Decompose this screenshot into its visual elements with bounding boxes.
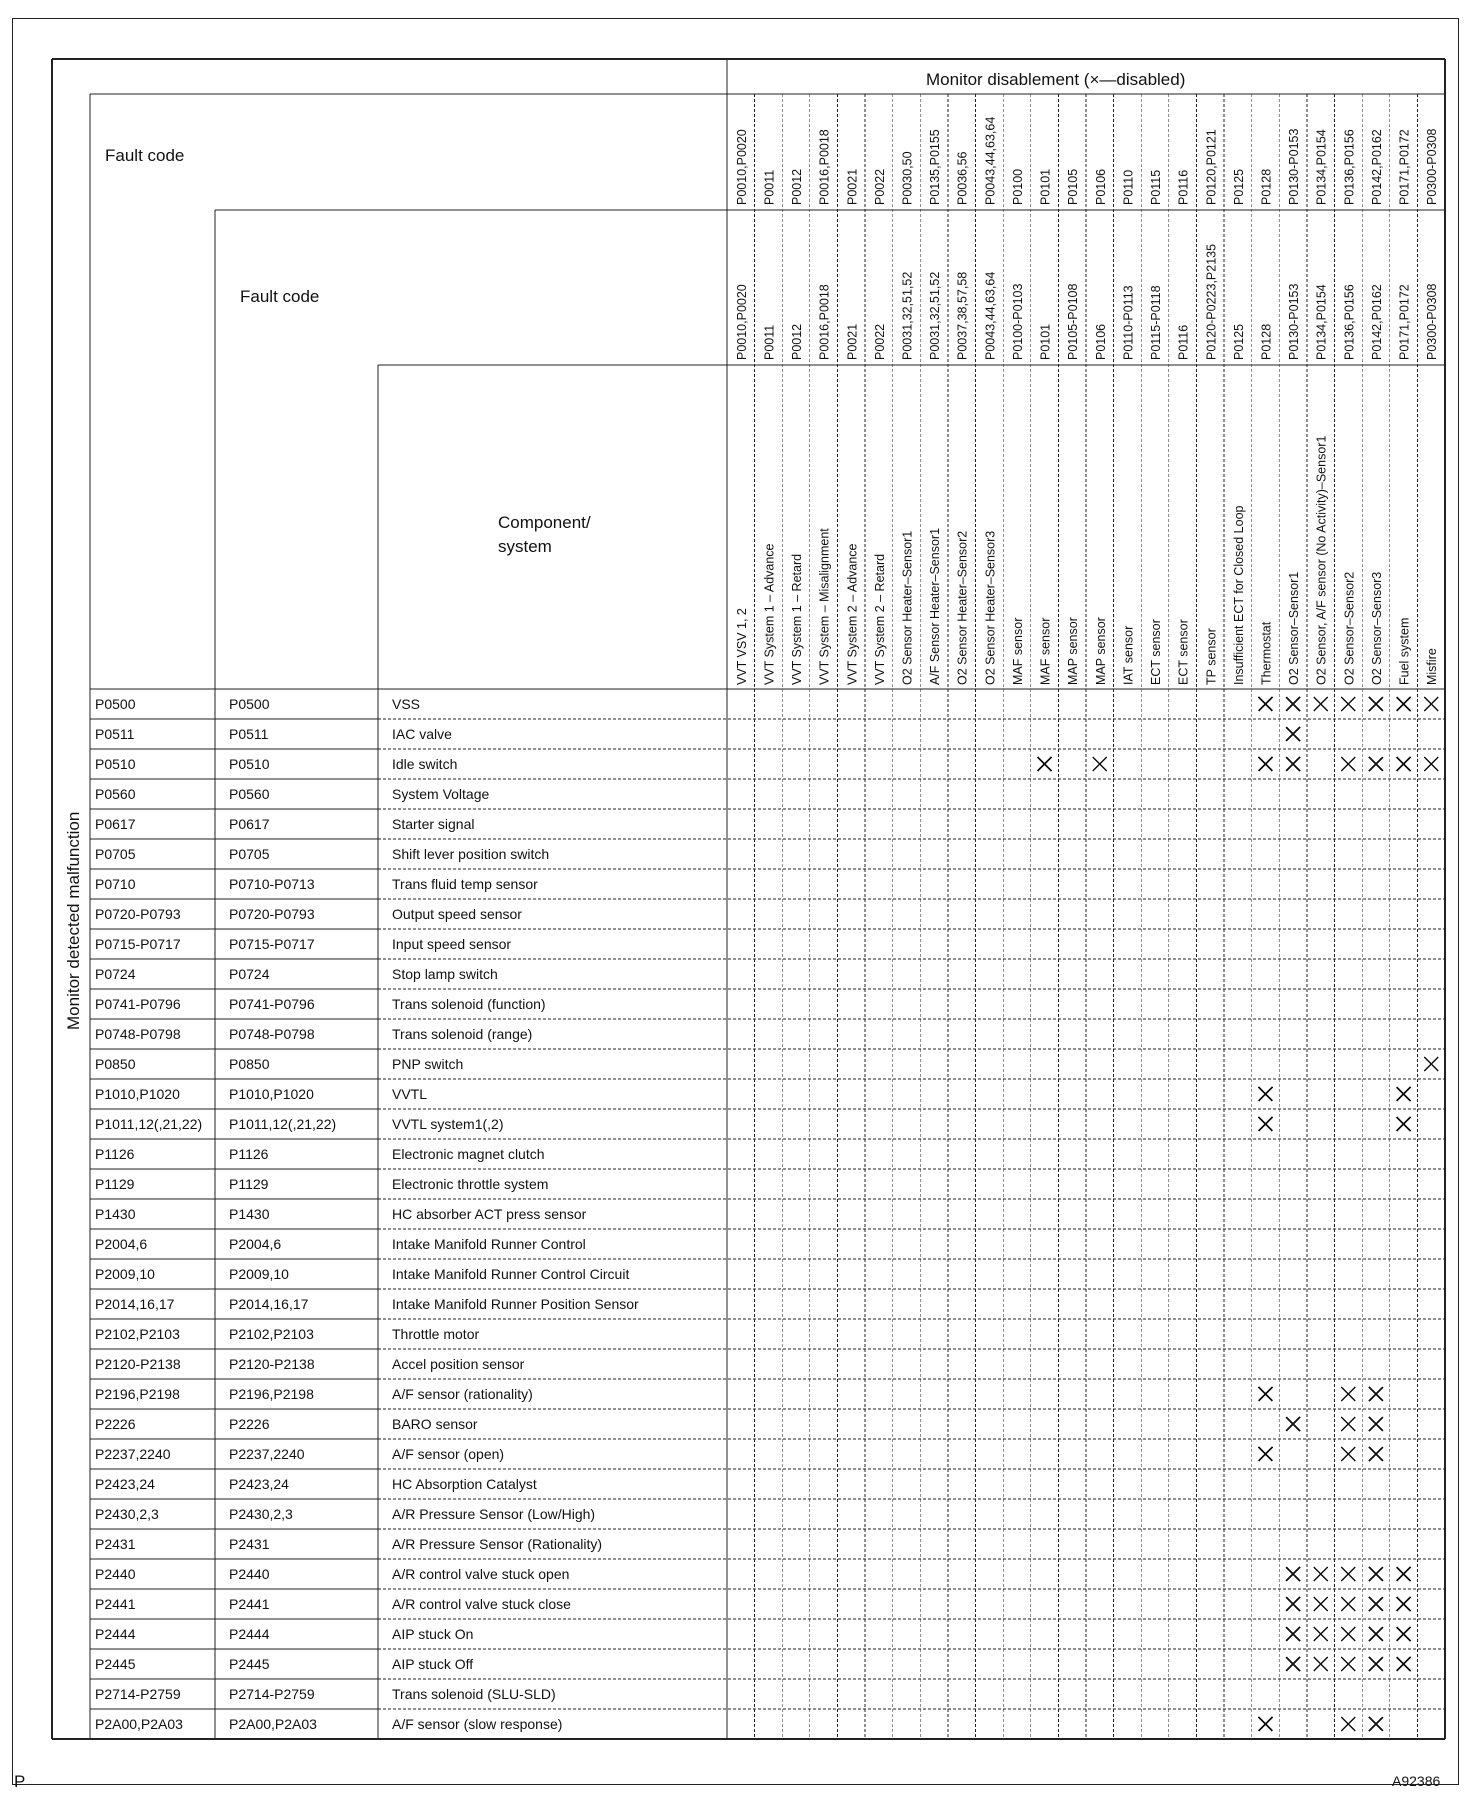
row-component: A/F sensor (rationality) — [392, 1386, 533, 1402]
monitor-disablement-title: Monitor disablement (×—disabled) — [926, 70, 1186, 89]
column-code-1: P0021 — [845, 168, 860, 205]
row-fault-code: P0560 — [95, 786, 136, 802]
column-code-2: P0101 — [1038, 323, 1053, 360]
column-component: MAF sensor — [1038, 617, 1053, 685]
row-component: Accel position sensor — [392, 1356, 525, 1372]
column-code-1: P0012 — [790, 168, 805, 205]
disabled-mark — [1259, 1447, 1273, 1461]
component-header-line-1: Component/ — [498, 513, 591, 532]
row-fault-code-2: P2440 — [229, 1566, 270, 1582]
row-fault-code: P0617 — [95, 816, 136, 832]
disabled-mark — [1397, 1117, 1411, 1131]
row-component: IAC valve — [392, 726, 452, 742]
disabled-mark — [1093, 757, 1107, 771]
row-fault-code: P0510 — [95, 756, 136, 772]
disabled-mark — [1341, 1387, 1355, 1401]
row-component: Output speed sensor — [392, 906, 522, 922]
row-component: AIP stuck On — [392, 1626, 474, 1642]
row-component: Electronic throttle system — [392, 1176, 549, 1192]
disabled-mark — [1286, 1417, 1300, 1431]
column-code-2: P0134,P0154 — [1314, 284, 1329, 360]
row-fault-code: P0511 — [95, 726, 135, 742]
column-code-2: P0136,P0156 — [1342, 284, 1357, 360]
row-fault-code-2: P0511 — [229, 726, 269, 742]
column-code-2: P0120-P0223,P2135 — [1204, 243, 1219, 360]
column-code-2: P0010,P0020 — [734, 284, 749, 360]
disabled-mark — [1259, 697, 1273, 711]
column-code-1: P0120,P0121 — [1204, 129, 1219, 205]
column-code-1: P0134,P0154 — [1314, 129, 1329, 205]
row-component: Throttle motor — [392, 1326, 480, 1342]
row-fault-code: P1126 — [95, 1146, 135, 1162]
row-fault-code: P2444 — [95, 1626, 136, 1642]
column-component: MAP sensor — [1093, 617, 1108, 685]
row-component: HC Absorption Catalyst — [392, 1476, 537, 1492]
disabled-mark — [1397, 1597, 1411, 1611]
disabled-mark — [1314, 1657, 1328, 1671]
row-fault-code-2: P2226 — [229, 1416, 270, 1432]
row-component: Starter signal — [392, 816, 475, 832]
row-fault-code-2: P0617 — [229, 816, 270, 832]
row-fault-code-2: P0715-P0717 — [229, 936, 315, 952]
column-component: Insufficient ECT for Closed Loop — [1231, 505, 1246, 685]
row-fault-code-2: P0724 — [229, 966, 270, 982]
column-code-2: P0106 — [1093, 323, 1108, 360]
footer-left-letter: P — [14, 1772, 26, 1791]
row-component: BARO sensor — [392, 1416, 478, 1432]
disabled-mark — [1397, 1627, 1411, 1641]
disabled-mark — [1286, 1657, 1300, 1671]
column-component: Thermostat — [1259, 621, 1274, 685]
column-code-2: P0022 — [872, 323, 887, 360]
row-component: AIP stuck Off — [392, 1656, 474, 1672]
column-code-2: P0115-P0118 — [1149, 285, 1164, 360]
disabled-mark — [1341, 757, 1355, 771]
column-component: MAP sensor — [1066, 617, 1081, 685]
row-fault-code-2: P2237,2240 — [229, 1446, 305, 1462]
row-component: Intake Manifold Runner Position Sensor — [392, 1296, 639, 1312]
disabled-mark — [1341, 1717, 1355, 1731]
disabled-mark — [1424, 1057, 1438, 1071]
row-component: System Voltage — [392, 786, 490, 802]
disabled-mark — [1286, 1567, 1300, 1581]
row-fault-code: P1010,P1020 — [95, 1086, 180, 1102]
disabled-mark — [1341, 697, 1355, 711]
column-code-2: P0012 — [790, 323, 805, 360]
column-code-2: P0300-P0308 — [1425, 283, 1440, 360]
disabled-mark — [1369, 697, 1383, 711]
disabled-mark — [1259, 757, 1273, 771]
row-fault-code: P2430,2,3 — [95, 1506, 159, 1522]
row-fault-code-2: P2423,24 — [229, 1476, 289, 1492]
figure-id: A92386 — [1392, 1773, 1441, 1789]
column-code-2: P0016,P0018 — [817, 284, 832, 360]
row-component: HC absorber ACT press sensor — [392, 1206, 587, 1222]
row-fault-code: P2014,16,17 — [95, 1296, 175, 1312]
row-fault-code: P1129 — [95, 1176, 135, 1192]
disabled-mark — [1314, 1567, 1328, 1581]
disabled-mark — [1397, 1567, 1411, 1581]
column-component: O2 Sensor Heater–Sensor1 — [900, 530, 915, 685]
row-fault-code-2: P2009,10 — [229, 1266, 289, 1282]
column-code-1: P0135,P0155 — [928, 129, 943, 205]
row-fault-code: P0705 — [95, 846, 136, 862]
row-fault-code: P2440 — [95, 1566, 136, 1582]
column-component: ECT sensor — [1149, 619, 1164, 685]
column-code-1: P0105 — [1066, 168, 1081, 205]
column-code-2: P0125 — [1231, 323, 1246, 360]
row-component: Input speed sensor — [392, 936, 512, 952]
column-component: O2 Sensor, A/F sensor (No Activity)–Sensor1 — [1314, 435, 1329, 685]
column-code-2: P0037,38,57,58 — [955, 271, 970, 360]
column-code-1: P0142,P0162 — [1369, 129, 1384, 205]
column-code-1: P0101 — [1038, 168, 1053, 205]
row-component: A/F sensor (slow response) — [392, 1716, 563, 1732]
disabled-mark — [1397, 1657, 1411, 1671]
column-code-2: P0011 — [762, 324, 777, 360]
disabled-mark — [1286, 697, 1300, 711]
column-code-2: P0171,P0172 — [1397, 284, 1412, 360]
row-fault-code-2: P2445 — [229, 1656, 270, 1672]
row-component: Shift lever position switch — [392, 846, 550, 862]
row-component: VVTL — [392, 1086, 428, 1102]
row-fault-code: P2445 — [95, 1656, 136, 1672]
disabled-mark — [1369, 1387, 1383, 1401]
disabled-mark — [1369, 1657, 1383, 1671]
column-code-2: P0100-P0103 — [1010, 283, 1025, 360]
row-fault-code-2: P0560 — [229, 786, 270, 802]
disabled-mark — [1369, 1567, 1383, 1581]
row-fault-code: P2102,P2103 — [95, 1326, 180, 1342]
column-component: VVT VSV 1, 2 — [734, 608, 749, 685]
disabled-mark — [1341, 1417, 1355, 1431]
row-fault-code-2: P2196,P2198 — [229, 1386, 314, 1402]
row-fault-code-2: P0850 — [229, 1056, 270, 1072]
row-fault-code: P2009,10 — [95, 1266, 155, 1282]
column-component: O2 Sensor–Sensor1 — [1287, 571, 1302, 685]
row-component: Trans solenoid (function) — [392, 996, 546, 1012]
disabled-mark — [1259, 1387, 1273, 1401]
row-fault-code-2: P1129 — [229, 1176, 269, 1192]
row-fault-code-2: P1126 — [229, 1146, 269, 1162]
column-code-1: P0171,P0172 — [1397, 129, 1412, 205]
disabled-mark — [1424, 757, 1438, 771]
row-fault-code-2: P2430,2,3 — [229, 1506, 293, 1522]
row-fault-code: P2441 — [95, 1596, 136, 1612]
column-code-2: P0021 — [845, 323, 860, 360]
row-component: Trans fluid temp sensor — [392, 876, 538, 892]
column-code-1: P0106 — [1093, 168, 1108, 205]
row-fault-code: P0715-P0717 — [95, 936, 181, 952]
column-code-1: P0136,P0156 — [1342, 129, 1357, 205]
column-component: TP sensor — [1204, 628, 1219, 685]
row-component: Trans solenoid (range) — [392, 1026, 533, 1042]
column-code-1: P0016,P0018 — [817, 129, 832, 205]
row-fault-code-2: P0510 — [229, 756, 270, 772]
row-fault-code: P2237,2240 — [95, 1446, 171, 1462]
disabled-mark — [1369, 1627, 1383, 1641]
column-code-1: P0100 — [1010, 168, 1025, 205]
row-fault-code-2: P0710-P0713 — [229, 876, 315, 892]
disabled-mark — [1314, 697, 1328, 711]
column-component: VVT System – Misalignment — [817, 528, 832, 685]
row-fault-code: P1011,12(,21,22) — [95, 1116, 203, 1132]
column-component: IAT sensor — [1121, 625, 1136, 685]
column-component: VVT System 2 – Advance — [845, 543, 860, 685]
column-code-2: P0043,44,63,64 — [983, 271, 998, 360]
disabled-mark — [1286, 1627, 1300, 1641]
row-fault-code-2: P2102,P2103 — [229, 1326, 314, 1342]
disabled-mark — [1286, 727, 1300, 741]
row-fault-code: P1430 — [95, 1206, 136, 1222]
disabled-mark — [1369, 1417, 1383, 1431]
row-fault-code-2: P2014,16,17 — [229, 1296, 309, 1312]
side-label-monitor-detected-malfunction: Monitor detected malfunction — [64, 811, 83, 1030]
row-fault-code-2: P2431 — [229, 1536, 270, 1552]
disabled-mark — [1259, 1117, 1273, 1131]
disabled-mark — [1341, 1657, 1355, 1671]
row-fault-code-2: P0748-P0798 — [229, 1026, 315, 1042]
row-component: A/R control valve stuck open — [392, 1566, 570, 1582]
column-code-2: P0031,32,51,52 — [928, 271, 943, 360]
row-component: PNP switch — [392, 1056, 464, 1072]
row-fault-code-2: P0500 — [229, 696, 270, 712]
fault-code-header-1: Fault code — [105, 146, 185, 165]
column-code-2: P0130-P0153 — [1287, 283, 1302, 360]
column-code-1: P0116 — [1176, 169, 1191, 205]
row-component: Trans solenoid (SLU-SLD) — [392, 1686, 556, 1702]
row-component: A/R Pressure Sensor (Rationality) — [392, 1536, 603, 1552]
row-fault-code-2: P1010,P1020 — [229, 1086, 314, 1102]
row-fault-code: P0850 — [95, 1056, 136, 1072]
column-code-1: P0115 — [1149, 169, 1164, 205]
column-component: ECT sensor — [1176, 619, 1191, 685]
column-component: VVT System 2 – Retard — [872, 553, 887, 685]
column-code-1: P0010,P0020 — [734, 129, 749, 205]
disabled-mark — [1341, 1597, 1355, 1611]
row-component: Intake Manifold Runner Control — [392, 1236, 586, 1252]
row-fault-code-2: P2004,6 — [229, 1236, 282, 1252]
row-component: VSS — [392, 696, 421, 712]
disabled-mark — [1286, 757, 1300, 771]
column-code-1: P0030,50 — [900, 151, 915, 205]
row-fault-code: P0500 — [95, 696, 136, 712]
disabled-mark — [1341, 1447, 1355, 1461]
disabled-mark — [1369, 757, 1383, 771]
row-component: Electronic magnet clutch — [392, 1146, 545, 1162]
disabled-mark — [1369, 1447, 1383, 1461]
column-code-1: P0036,56 — [955, 151, 970, 205]
row-component: Idle switch — [392, 756, 458, 772]
row-fault-code-2: P2441 — [229, 1596, 270, 1612]
column-component: O2 Sensor Heater–Sensor3 — [983, 530, 998, 685]
row-component: A/R Pressure Sensor (Low/High) — [392, 1506, 596, 1522]
column-code-1: P0125 — [1231, 168, 1246, 205]
column-code-2: P0116 — [1176, 324, 1191, 360]
disabled-mark — [1259, 1087, 1273, 1101]
row-fault-code: P2196,P2198 — [95, 1386, 180, 1402]
column-component: VVT System 1 – Advance — [762, 543, 777, 685]
disabled-mark — [1314, 1597, 1328, 1611]
row-fault-code-2: P1011,12(,21,22) — [229, 1116, 337, 1132]
column-component: A/F Sensor Heater–Sensor1 — [928, 527, 943, 685]
row-fault-code: P2714-P2759 — [95, 1686, 181, 1702]
row-fault-code: P2423,24 — [95, 1476, 155, 1492]
row-fault-code: P2120-P2138 — [95, 1356, 181, 1372]
row-component: A/F sensor (open) — [392, 1446, 505, 1462]
column-component: MAF sensor — [1010, 617, 1025, 685]
column-code-2: P0105-P0108 — [1066, 283, 1081, 360]
disabled-mark — [1369, 1717, 1383, 1731]
row-fault-code-2: P0705 — [229, 846, 270, 862]
disabled-mark — [1369, 1597, 1383, 1611]
column-code-1: P0110 — [1121, 169, 1136, 205]
row-component: Intake Manifold Runner Control Circuit — [392, 1266, 630, 1282]
row-fault-code-2: P2714-P2759 — [229, 1686, 315, 1702]
column-code-1: P0043,44,63,64 — [983, 116, 998, 205]
row-fault-code: P0724 — [95, 966, 136, 982]
row-fault-code-2: P0741-P0796 — [229, 996, 315, 1012]
disabled-mark — [1397, 757, 1411, 771]
disabled-mark — [1397, 697, 1411, 711]
disabled-mark — [1341, 1567, 1355, 1581]
column-code-1: P0300-P0308 — [1425, 128, 1440, 205]
row-component: A/R control valve stuck close — [392, 1596, 571, 1612]
column-code-2: P0031,32,51,52 — [900, 271, 915, 360]
row-fault-code-2: P0720-P0793 — [229, 906, 315, 922]
disabled-mark — [1314, 1627, 1328, 1641]
column-code-1: P0011 — [762, 169, 777, 205]
column-component: O2 Sensor–Sensor2 — [1342, 571, 1357, 685]
row-fault-code: P2004,6 — [95, 1236, 148, 1252]
fault-code-header-2: Fault code — [240, 287, 320, 306]
component-header-line-2: system — [498, 537, 552, 556]
row-fault-code: P2431 — [95, 1536, 136, 1552]
row-fault-code: P2A00,P2A03 — [95, 1716, 183, 1732]
row-fault-code: P0748-P0798 — [95, 1026, 181, 1042]
column-component: Misfire — [1425, 648, 1440, 685]
column-component: O2 Sensor–Sensor3 — [1369, 571, 1384, 685]
disabled-mark — [1259, 1717, 1273, 1731]
disabled-mark — [1424, 697, 1438, 711]
row-fault-code-2: P2A00,P2A03 — [229, 1716, 317, 1732]
row-fault-code: P0741-P0796 — [95, 996, 181, 1012]
row-component: VVTL system1(,2) — [392, 1116, 504, 1132]
column-code-1: P0128 — [1259, 168, 1274, 205]
column-code-2: P0110-P0113 — [1121, 285, 1136, 360]
column-code-1: P0130-P0153 — [1287, 128, 1302, 205]
row-fault-code: P2226 — [95, 1416, 136, 1432]
disabled-mark — [1286, 1597, 1300, 1611]
row-fault-code-2: P1430 — [229, 1206, 270, 1222]
column-code-2: P0128 — [1259, 323, 1274, 360]
column-component: Fuel system — [1397, 617, 1412, 685]
disabled-mark — [1038, 757, 1052, 771]
column-code-1: P0022 — [872, 168, 887, 205]
column-component: O2 Sensor Heater–Sensor2 — [955, 530, 970, 685]
row-component: Stop lamp switch — [392, 966, 498, 982]
disabled-mark — [1397, 1087, 1411, 1101]
row-fault-code-2: P2444 — [229, 1626, 270, 1642]
column-code-2: P0142,P0162 — [1369, 284, 1384, 360]
row-fault-code-2: P2120-P2138 — [229, 1356, 315, 1372]
column-component: VVT System 1 – Retard — [790, 553, 805, 685]
row-fault-code: P0720-P0793 — [95, 906, 181, 922]
disabled-mark — [1341, 1627, 1355, 1641]
row-fault-code: P0710 — [95, 876, 136, 892]
